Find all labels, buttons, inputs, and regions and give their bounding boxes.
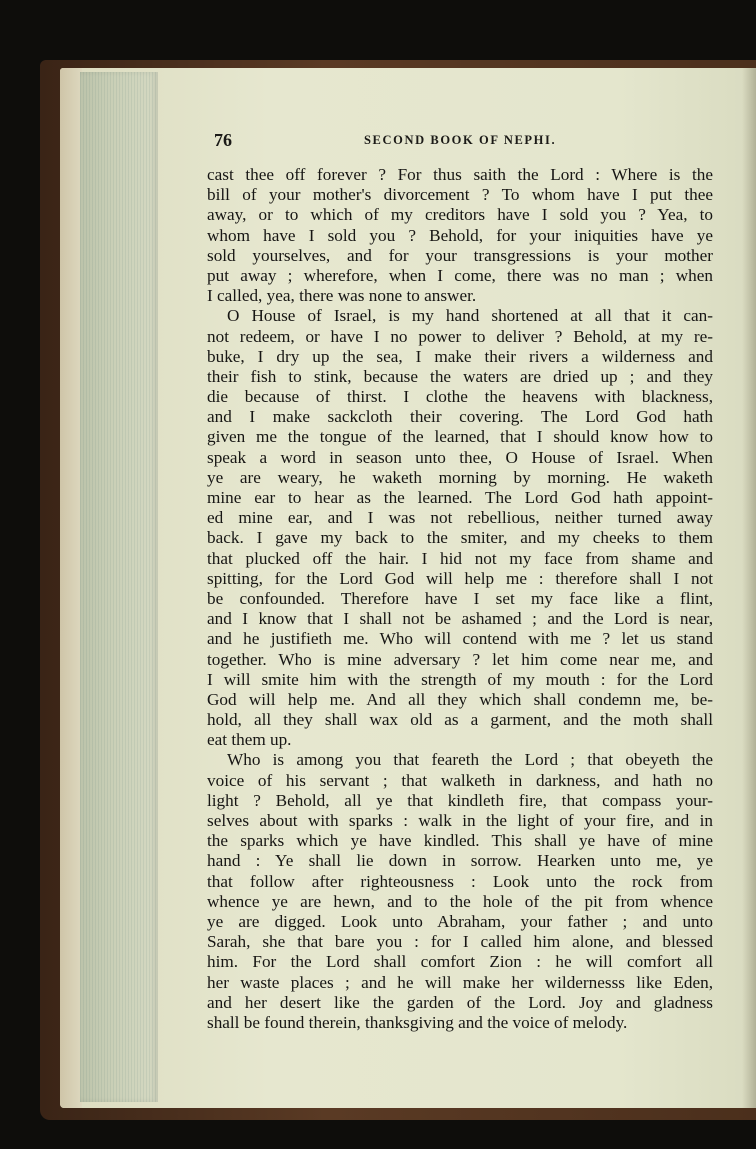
text-line: ye are weary, he waketh morning by morning. He waketh — [207, 467, 713, 487]
text-line: speak a word in season unto thee, O House of Israel. When — [207, 447, 713, 467]
text-line: and her desert like the garden of the Lord. Joy and gladness — [207, 992, 713, 1012]
running-title: SECOND BOOK OF NEPHI. — [364, 133, 557, 147]
text-line: eat them up. — [207, 730, 292, 750]
text-line: voice of his servant ; that walketh in darkness, and hath no — [207, 770, 713, 790]
page-header — [214, 130, 724, 152]
text-line: put away ; wherefore, when I come, there was no man ; when — [207, 265, 713, 285]
text-line: back. I gave my back to the smiter, and my cheeks to them — [207, 528, 713, 548]
text-line: not redeem, or have I no power to deliver ? Behold, at my re- — [207, 326, 713, 346]
text-line: and he justifieth me. Who will contend with me ? let us stand — [207, 629, 713, 649]
text-line: whence ye are hewn, and to the hole of the pit from whence — [207, 891, 713, 911]
page-gutter — [60, 68, 82, 1108]
text-line: given me the tongue of the learned, that I should know how to — [207, 427, 713, 447]
text-line: Who is among you that feareth the Lord ; that obeyeth the — [227, 750, 713, 770]
text-line: light ? Behold, all ye that kindleth fire, that compass your- — [207, 790, 713, 810]
text-line: and I make sackcloth their covering. The Lord God hath — [207, 407, 713, 427]
text-line: her waste places ; and he will make her wildernesss like Eden, — [207, 972, 713, 992]
text-line: hold, all they shall wax old as a garment, and the moth shall — [207, 710, 713, 730]
text-line: and I know that I shall not be ashamed ; and the Lord is near, — [207, 609, 713, 629]
text-line: shall be found therein, thanksgiving and the voice of melody. — [207, 1012, 628, 1032]
text-line: him. For the Lord shall comfort Zion : he will comfort all — [207, 952, 713, 972]
page-edge-stack — [80, 72, 158, 1102]
text-line: Sarah, she that bare you : for I called him alone, and blessed — [207, 932, 713, 952]
text-line: I will smite him with the strength of my mouth : for the Lord — [207, 669, 713, 689]
text-line: mine ear to hear as the learned. The Lord God hath appoint- — [207, 488, 713, 507]
text-line: that plucked off the hair. I hid not my face from shame and — [207, 548, 713, 568]
text-line: away, or to which of my creditors have I sold you ? Yea, to — [207, 205, 713, 225]
text-line: I called, yea, there was none to answer. — [207, 286, 477, 306]
text-line: sold yourselves, and for your transgressions is your mother — [207, 245, 713, 265]
text-line: together. Who is mine adversary ? let him come near me, and — [207, 649, 713, 669]
text-line: that follow after righteousness : Look unto the rock from — [207, 871, 713, 891]
text-line: spitting, for the Lord God will help me : therefore shall I not — [207, 568, 713, 588]
page-right-edge — [742, 68, 756, 1108]
page-number: 76 — [214, 130, 232, 150]
text-line: cast thee off forever ? For thus saith the Lord : Where is the — [207, 165, 713, 184]
text-line: whom have I sold you ? Behold, for your iniquities have ye — [207, 225, 713, 245]
text-line: buke, I dry up the sea, I make their rivers a wilderness and — [207, 346, 713, 366]
text-line: selves about with sparks : walk in the light of your fire, and in — [207, 811, 713, 830]
text-line: God will help me. And all they which shall condemn me, be- — [207, 689, 713, 709]
text-line: ed mine ear, and I was not rebellious, neither turned away — [207, 508, 713, 528]
text-line: die because of thirst. I clothe the heavens with blackness, — [207, 387, 713, 407]
text-line: bill of your mother's divorcement ? To whom have I put thee — [207, 185, 713, 205]
body-text — [207, 165, 713, 1033]
text-line: the sparks which ye have kindled. This shall ye have of mine — [207, 831, 713, 851]
text-line: hand : Ye shall lie down in sorrow. Hearken unto me, ye — [207, 851, 713, 871]
text-line: be confounded. Therefore have I set my face like a flint, — [207, 588, 713, 608]
text-line: ye are digged. Look unto Abraham, your father ; and unto — [207, 911, 713, 931]
text-line: O House of Israel, is my hand shortened at all that it can- — [227, 306, 713, 326]
text-line: their fish to stink, because the waters are dried up ; and they — [207, 366, 713, 386]
